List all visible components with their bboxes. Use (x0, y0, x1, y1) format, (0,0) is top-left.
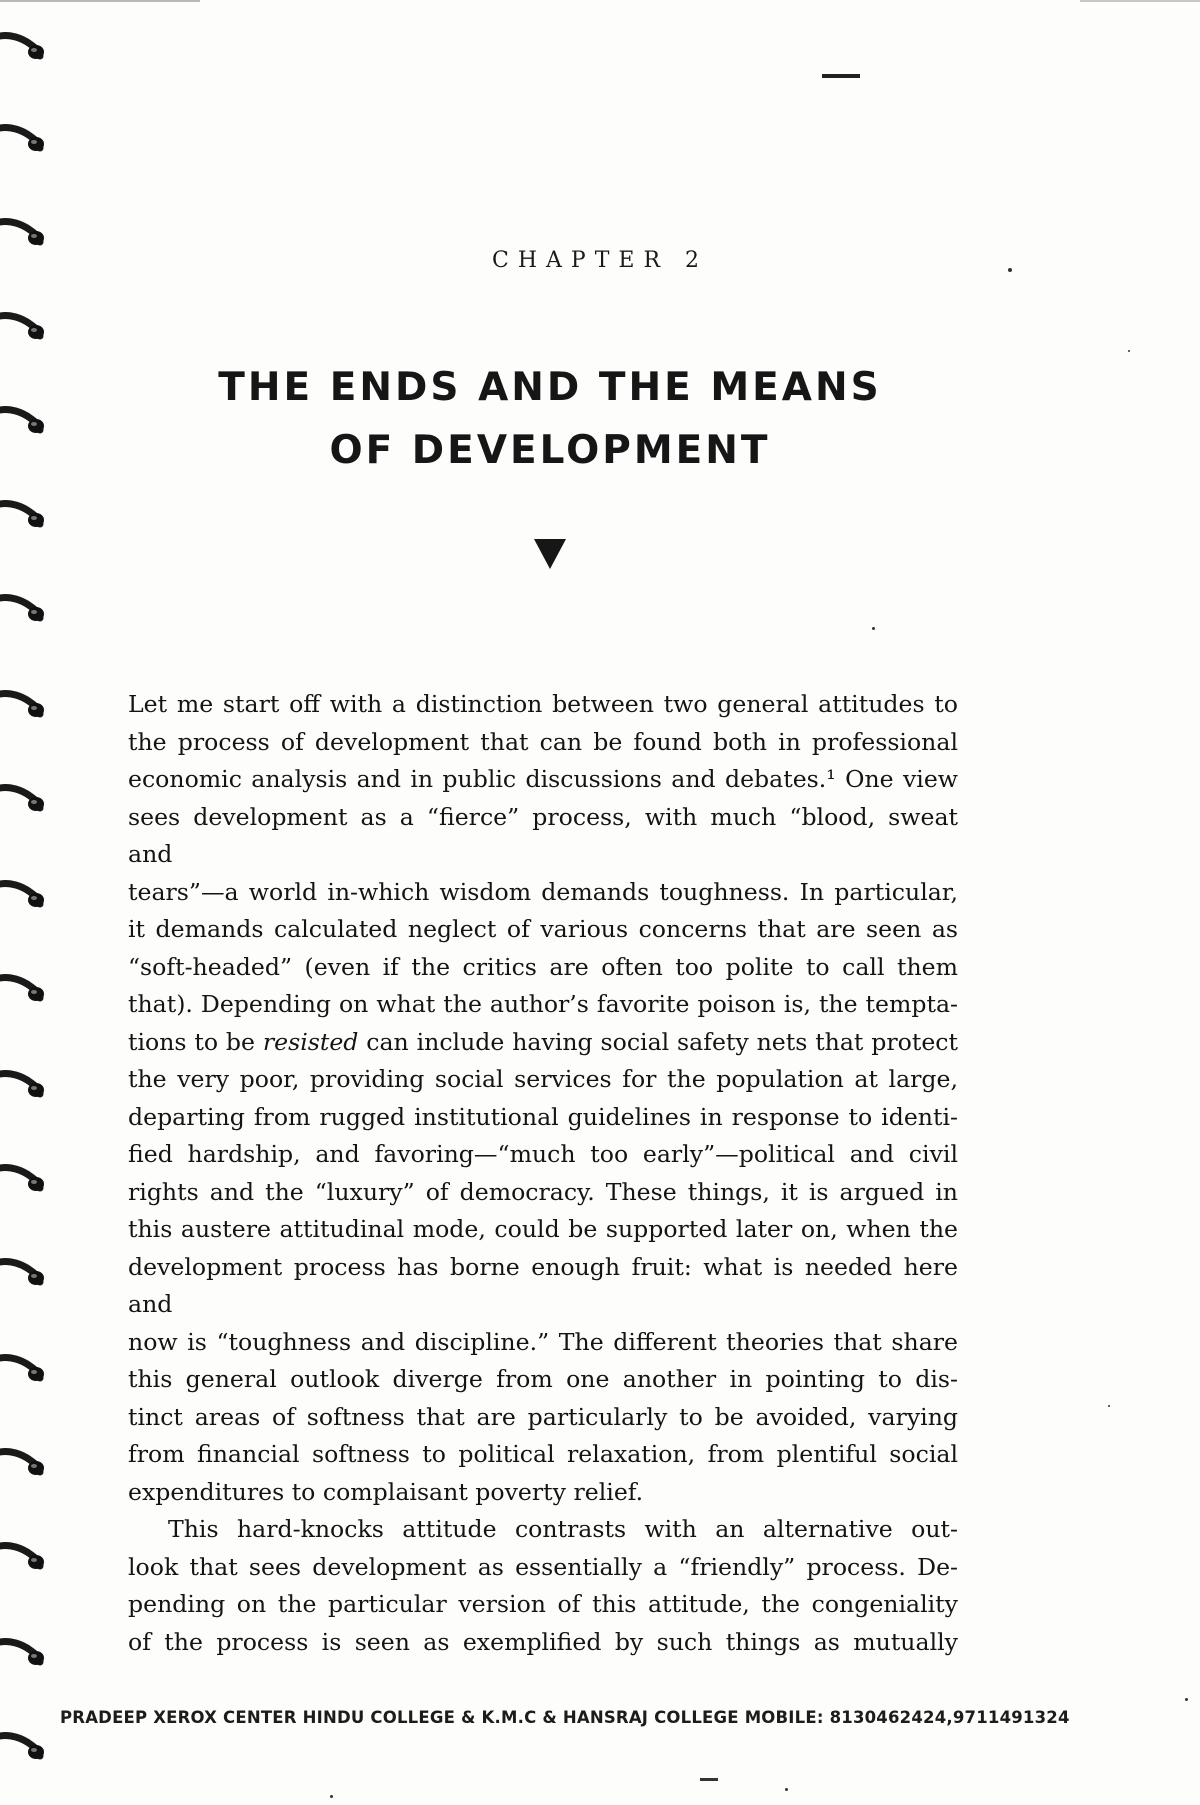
chapter-label: CHAPTER 2 (492, 248, 708, 273)
binding-coil-icon (0, 1352, 48, 1386)
body-line: This hard-knocks attitude contrasts with an alternative out- (168, 1515, 958, 1543)
body-line: this austere attitudinal mode, could be supported later on, when the (128, 1215, 958, 1243)
body-line: rights and the “luxury” of democracy. These things, it is argued in (128, 1177, 958, 1206)
scan-speck (1128, 350, 1130, 352)
binding-coil-icon (0, 688, 48, 722)
binding-coil-icon (0, 1540, 48, 1574)
body-line: expenditures to complaisant poverty relief. (128, 1477, 644, 1506)
body-line: this general outlook diverge from one another in pointing to dis- (128, 1365, 958, 1393)
body-line: now is “toughness and discipline.” The different theories that share (128, 1327, 958, 1356)
body-line: fied hardship, and favoring—“much too early”—political and civil (128, 1140, 958, 1168)
binding-coil-icon (0, 972, 48, 1006)
binding-coil-icon (0, 404, 48, 438)
binding-coil-icon (0, 30, 48, 64)
body-line: sees development as a “fierce” process, with much “blood, sweat and (128, 802, 958, 868)
body-line: Let me start off with a distinction between two general attitudes to (128, 690, 958, 718)
binding-coil-icon (0, 782, 48, 816)
body-line: “soft-headed” (even if the critics are often too polite to call them (128, 952, 958, 981)
bottom-dash-mark (700, 1778, 718, 1781)
body-line-segment: tions to be (128, 1027, 263, 1056)
binding-coil-icon (0, 592, 48, 626)
emphasis-word: resisted (262, 1027, 359, 1056)
body-line: departing from rugged institutional guidelines in response to identi- (128, 1102, 958, 1131)
chapter-title-line-1: THE ENDS AND THE MEANS (218, 365, 882, 410)
binding-coil-icon (0, 878, 48, 912)
body-line-with-emphasis (128, 1024, 958, 1062)
binding-coil-icon (0, 1730, 48, 1764)
body-line: of the process is seen as exemplified by such things as mutually (128, 1627, 958, 1656)
scan-speck (330, 1795, 333, 1798)
scan-edge-top-right (1080, 0, 1200, 2)
body-line: that). Depending on what the author’s favorite poison is, the tempta- (128, 990, 958, 1018)
scan-speck (1185, 1698, 1188, 1701)
chapter-title-line-2: OF DEVELOPMENT (329, 428, 771, 473)
body-line-segment: can include having social safety nets that protect (358, 1027, 958, 1056)
binding-coil-icon (0, 216, 48, 250)
body-line: development process has borne enough fruit: what is needed here and (128, 1252, 958, 1318)
scan-speck (872, 627, 875, 630)
body-line: from financial softness to political relaxation, from plentiful social (128, 1440, 958, 1468)
binding-coil-icon (0, 1636, 48, 1670)
xerox-footer-stamp: PRADEEP XEROX CENTER HINDU COLLEGE & K.M.C & HANSRAJ COLLEGE MOBILE: 8130462424,9711491324 (60, 1708, 1070, 1727)
body-line: tinct areas of softness that are particularly to be avoided, varying (128, 1402, 958, 1431)
body-text (128, 686, 958, 1661)
header-dash-mark (822, 74, 860, 78)
body-line: tears”—a world in-which wisdom demands toughness. In particular, (128, 877, 958, 906)
body-line: economic analysis and in public discussions and debates.¹ One view (128, 765, 958, 793)
body-line: the process of development that can be found both in professional (128, 727, 958, 756)
binding-coil-icon (0, 1446, 48, 1480)
scan-speck (785, 1788, 788, 1791)
body-line: pending on the particular version of this attitude, the congeniality (128, 1590, 958, 1618)
body-line: look that sees development as essentially a “friendly” process. De- (128, 1552, 958, 1581)
chapter-title (200, 356, 900, 482)
body-line: it demands calculated neglect of various concerns that are seen as (128, 915, 958, 943)
binding-coil-icon (0, 498, 48, 532)
body-line: the very poor, providing social services for the population at large, (128, 1065, 958, 1093)
scan-speck (1108, 1405, 1110, 1407)
binding-coil-icon (0, 122, 48, 156)
down-triangle-icon (530, 537, 570, 571)
binding-coil-icon (0, 310, 48, 344)
binding-coil-icon (0, 1068, 48, 1102)
binding-coil-icon (0, 1256, 48, 1290)
binding-coil-icon (0, 1162, 48, 1196)
